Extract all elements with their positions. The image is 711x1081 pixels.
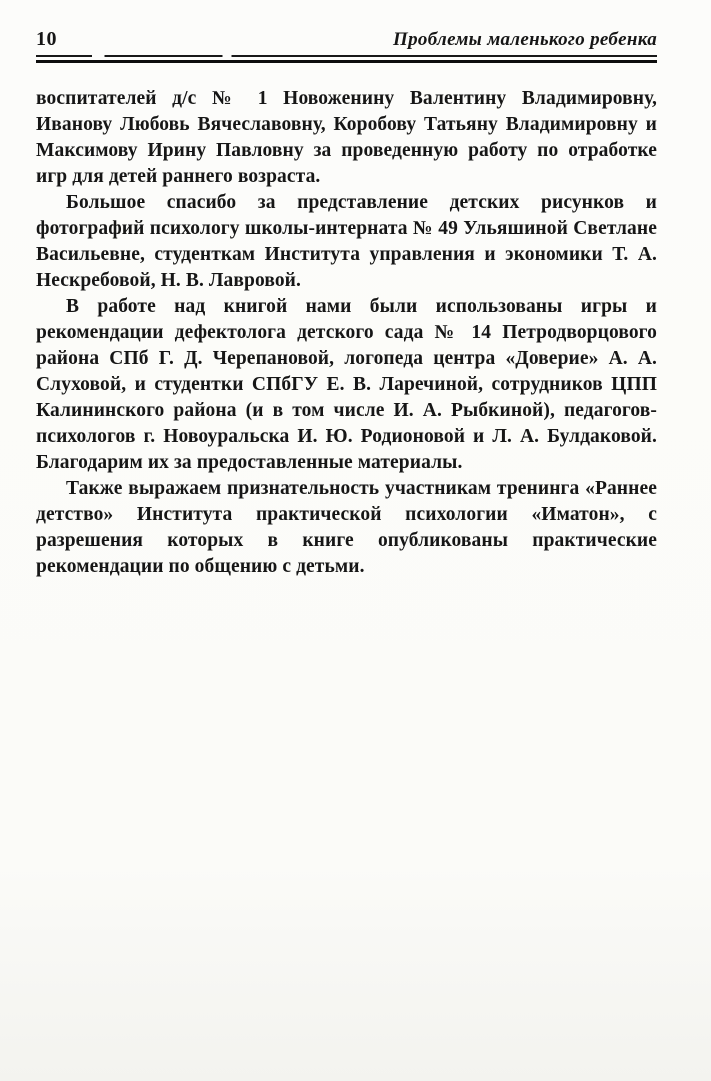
- page-number: 10: [36, 28, 57, 50]
- page-header: [36, 28, 657, 51]
- paragraph-acknowledgement-drawings: Большое спасибо за представление детских рисунков и фотографий психологу школы-интерната № 49 Ульяшиной Светлане Васильевне, студенткам Института управления и экономики Т. А. Нескребовой, Н. В. Лавровой.: [36, 192, 657, 291]
- header-rule-thin: [36, 55, 657, 57]
- page-body: [36, 86, 657, 580]
- header-rule-thick: [36, 60, 657, 63]
- paragraph-acknowledgement-training: Также выражаем признательность участникам тренинга «Раннее детство» Института практической психологии «Иматон», с разрешения которых в книге опубликованы практические рекомендации по общению с детьми.: [36, 478, 657, 577]
- paragraph-acknowledgement-materials: В работе над книгой нами были использованы игры и рекомендации дефектолога детского сада № 14 Петродворцового района СПб Г. Д. Черепановой, логопеда центра «Доверие» А. А. Слуховой, и студентки СПбГУ Е. В. Ларечиной, сотрудников ЦПП Калининского района (и в том числе И. А. Рыбкиной), педагогов-психологов г. Новоуральска И. Ю. Родионовой и Л. А. Булдаковой. Благодарим их за предоставленные материалы.: [36, 296, 657, 473]
- running-title: Проблемы маленького ребенка: [393, 29, 657, 50]
- paragraph-continuation: воспитателей д/с № 1 Новоженину Валентину Владимировну, Иванову Любовь Вячеславовну, Коробову Татьяну Владимировну и Максимову Ирину Павловну за проведенную работу по отработке игр для детей раннего возраста.: [36, 88, 657, 187]
